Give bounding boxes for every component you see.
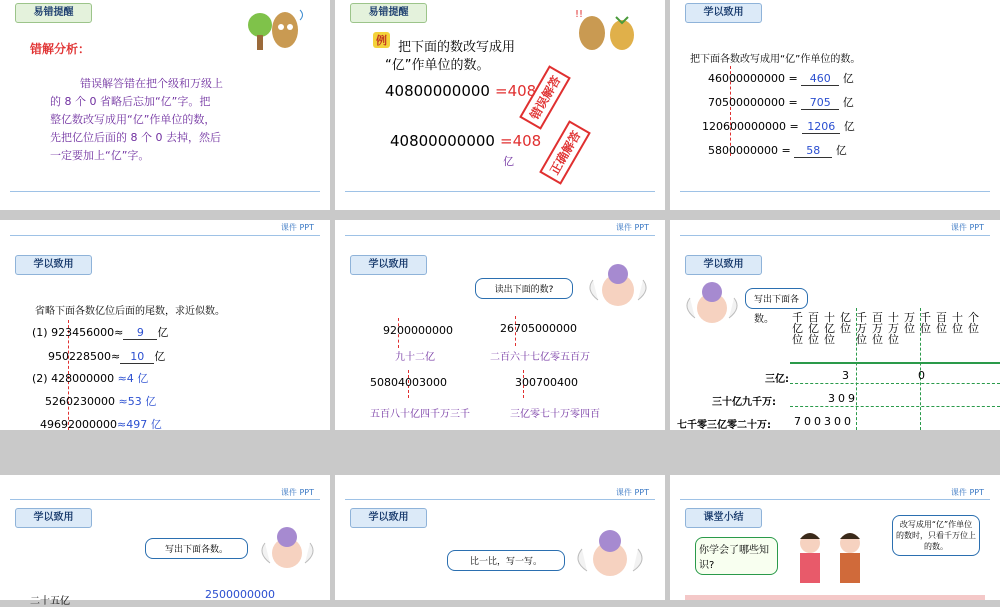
number-row: 5260230000 ≈53 亿 bbox=[45, 395, 157, 408]
right-answer-stamp: 正确解答 bbox=[539, 120, 591, 184]
row-value: 309 bbox=[828, 392, 858, 405]
number-row: (2) 428000000 ≈4 亿 bbox=[32, 372, 149, 385]
row-value: 700300 bbox=[794, 415, 854, 428]
slide-tab: 易错提醒 bbox=[350, 3, 427, 23]
partial-answer: 2500000000 bbox=[205, 588, 275, 601]
instruction: 把下面各数改写成用“亿”作单位的数。 bbox=[690, 54, 861, 65]
number-2: 26705000000 bbox=[500, 322, 577, 335]
slide-4[interactable] bbox=[0, 220, 330, 430]
bottom-strip bbox=[685, 595, 985, 600]
angel-character-icon bbox=[255, 523, 320, 578]
slide-tab: 易错提醒 bbox=[15, 3, 92, 23]
slide-header: 课件 PPT bbox=[280, 488, 314, 497]
slide-tab: 学以致用 bbox=[350, 508, 427, 528]
slide-tab: 课堂小结 bbox=[685, 508, 762, 528]
reading-3: 五百八十亿四千万三千 bbox=[370, 409, 470, 420]
number-row: 70500000000 = 705 亿 bbox=[708, 96, 854, 109]
svg-text:!!: !! bbox=[575, 9, 584, 20]
row-label: 三十亿九千万: bbox=[712, 397, 776, 408]
instruction: 省略下面各数亿位后面的尾数，求近似数。 bbox=[35, 306, 225, 317]
header-divider bbox=[680, 499, 990, 500]
slide-header: 课件 PPT bbox=[615, 488, 649, 497]
number-1: 9200000000 bbox=[383, 324, 453, 337]
slide-5[interactable] bbox=[335, 220, 665, 430]
question-line-1: 把下面的数改写成用 bbox=[398, 40, 516, 55]
cartoon-characters-icon bbox=[240, 5, 310, 55]
slide-6[interactable] bbox=[670, 220, 1000, 430]
number-3: 50804003000 bbox=[370, 376, 447, 389]
slide-header: 课件 PPT bbox=[615, 223, 649, 232]
right-number: 40800000000 bbox=[390, 132, 495, 150]
number-row: 5800000000 = 58 亿 bbox=[708, 144, 847, 157]
row-label: 三亿: bbox=[765, 374, 789, 385]
slide-9[interactable] bbox=[670, 475, 1000, 600]
header-divider bbox=[345, 235, 655, 236]
slide-3[interactable] bbox=[670, 0, 1000, 210]
slide-1[interactable] bbox=[0, 0, 330, 210]
slide-8[interactable] bbox=[335, 475, 665, 600]
number-row: 49692000000≈497 亿 bbox=[40, 418, 162, 431]
reading-4: 三亿零七十万零四百 bbox=[510, 409, 600, 420]
analysis-line-1: 错误解答错在把个级和万级上 bbox=[80, 77, 223, 90]
bubble-continuation: 数。 bbox=[754, 314, 774, 325]
row-value: 3 bbox=[842, 369, 852, 382]
question-line-2: “亿”作单位的数。 bbox=[385, 58, 490, 73]
bottom-divider bbox=[10, 191, 320, 192]
slide-tab: 学以致用 bbox=[685, 255, 762, 275]
row-rule bbox=[790, 383, 1000, 384]
header-divider bbox=[345, 499, 655, 500]
reading-1: 九十二亿 bbox=[395, 352, 435, 363]
slide-header: 课件 PPT bbox=[950, 223, 984, 232]
slide-header: 课件 PPT bbox=[280, 223, 314, 232]
slide-tab: 学以致用 bbox=[685, 3, 762, 23]
slide-header: 课件 PPT bbox=[950, 488, 984, 497]
slide-tab: 学以致用 bbox=[350, 255, 427, 275]
slide-7[interactable] bbox=[0, 475, 330, 607]
right-answer: =408 bbox=[500, 132, 542, 150]
header-divider bbox=[10, 235, 320, 236]
speech-bubble: 比一比，写一写。 bbox=[447, 550, 565, 571]
bottom-divider bbox=[345, 191, 655, 192]
number-row: 120600000000 = 1206 亿 bbox=[702, 120, 855, 133]
analysis-line-3: 整亿数改写成用“亿”作单位的数， bbox=[50, 113, 216, 126]
partial-question: 二十五亿 bbox=[30, 596, 70, 607]
header-divider bbox=[680, 235, 990, 236]
row-rule bbox=[790, 406, 1000, 407]
wrong-answer-stamp: 错误解答 bbox=[519, 65, 571, 129]
number-row: 46000000000 = 460 亿 bbox=[708, 72, 854, 85]
wrong-number: 40800000000 bbox=[385, 82, 490, 100]
table-header-rule bbox=[790, 362, 1000, 364]
section-title: 错解分析： bbox=[30, 42, 91, 56]
angel-character-icon bbox=[682, 280, 744, 332]
slide-tab: 学以致用 bbox=[15, 508, 92, 528]
number-4: 300700400 bbox=[515, 376, 578, 389]
speech-bubble-right: 改写成用“亿”作单位的数时，只看千万位上的数。 bbox=[892, 515, 980, 556]
number-row: 950228500≈ 10 亿 bbox=[48, 350, 166, 363]
place-value-header: 千亿位 百亿位 十亿位 亿位 千万位 百万位 十万位 万位 千位 百位 十位 个位 bbox=[792, 311, 979, 346]
cartoon-characters-icon bbox=[570, 5, 645, 55]
bottom-divider bbox=[680, 191, 990, 192]
row-label: 七千零三亿零二十万: bbox=[677, 420, 771, 431]
slide-2[interactable] bbox=[335, 0, 665, 210]
analysis-line-4: 先把亿位后面的 8 个 0 去掉，然后 bbox=[50, 131, 221, 144]
slide-tab: 学以致用 bbox=[15, 255, 92, 275]
header-divider bbox=[10, 499, 320, 500]
angel-character-icon bbox=[570, 527, 650, 587]
example-badge: 例 bbox=[373, 32, 390, 48]
speech-bubble: 写出下面各数。 bbox=[145, 538, 248, 559]
analysis-line-2: 的 8 个 0 省略后忘加“亿”字。把 bbox=[50, 95, 211, 108]
class-divider bbox=[856, 308, 857, 430]
number-row: (1) 923456000≈ 9 亿 bbox=[32, 326, 169, 339]
row-value: 0 bbox=[918, 369, 925, 382]
unit-label: 亿 bbox=[503, 155, 514, 168]
reading-2: 二百六十七亿零五百万 bbox=[490, 352, 590, 363]
wrong-answer: =408 bbox=[495, 82, 537, 100]
speech-bubble: 读出下面的数? bbox=[475, 278, 573, 299]
angel-character-icon bbox=[583, 260, 653, 315]
speech-bubble-left: 你学会了哪些知识? bbox=[695, 537, 778, 575]
student-characters-icon bbox=[785, 525, 880, 595]
speech-bubble: 写出下面各 bbox=[745, 288, 808, 309]
analysis-line-5: 一定要加上“亿”字。 bbox=[50, 149, 150, 162]
